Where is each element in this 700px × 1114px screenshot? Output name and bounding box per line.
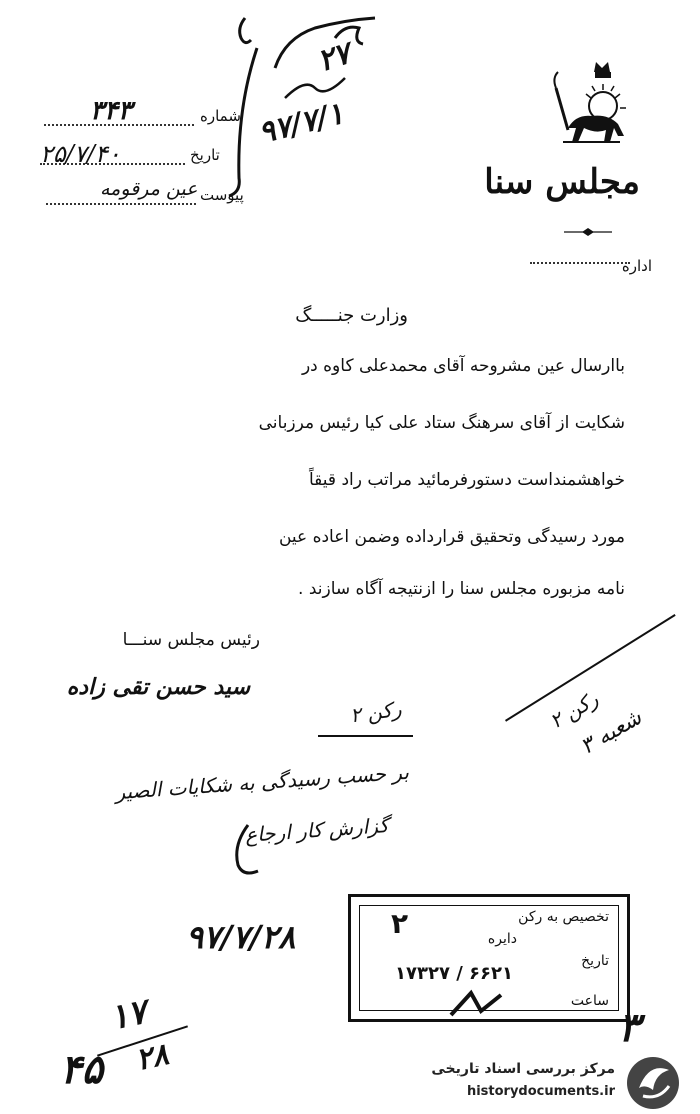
attachment-dotline [46, 203, 196, 205]
department-label: اداره [621, 257, 652, 275]
bottom-number-right: ۳ [618, 1004, 640, 1051]
annotation-right-2: رکن ۲ [545, 686, 603, 734]
annotation-hook-scribble [228, 820, 268, 880]
letter-line-4: مورد رسیدگی وتحقیق قرارداده وضمن اعاده عین [278, 527, 625, 547]
date-value: ۲۵/۷/۴۰ [40, 140, 121, 168]
annotation-underline [318, 735, 413, 737]
watermark-text: مرکز بررسی اسناد تاریخی [431, 1061, 615, 1077]
addressee: وزارت جنـــــگ [295, 305, 408, 326]
stamp-signature-scribble [447, 985, 507, 1021]
department-dotline [530, 262, 630, 264]
stamp-date-label: تاریخ [581, 953, 609, 969]
letter-line-2: شکایت از آقای سرهنگ ستاد علی کیا رئیس مرزبانی [258, 413, 625, 433]
bottom-number-c: ۴۵ [60, 1046, 103, 1093]
watermark-url[interactable]: historydocuments.ir [466, 1084, 615, 1099]
number-value: ۳۴۳ [90, 96, 132, 126]
top-margin-scribble [215, 8, 385, 198]
annotation-right-1: شعبه ۳ [576, 705, 647, 760]
annotation-second: گزارش کار ارجاع [244, 813, 390, 847]
number-label: شماره [200, 107, 241, 125]
registration-stamp [348, 894, 630, 1022]
date-label: تاریخ [190, 146, 220, 164]
institution-title: مجلس سنا [484, 162, 640, 202]
annotation-main: بر حسب رسیدگی به شکایات الصیر [114, 759, 410, 805]
stamp-line-2: دایره [487, 931, 517, 947]
attachment-value: عین مرقومه [100, 178, 198, 200]
top-right-number: ۲۷ [313, 35, 355, 80]
bottom-number-b: ۲۸ [132, 1037, 172, 1078]
stamp-line-1: تخصیص به رکن [518, 909, 609, 925]
letter-line-1: باارسال عین مشروحه آقای محمدعلی کاوه در [301, 356, 625, 376]
stamp-line-1-value: ۲ [391, 907, 409, 940]
annotation-short: رکن ۲ [348, 696, 403, 728]
letter-line-3: خواهشمنداست دستورفرمائید مراتب راد قیقاً [309, 470, 625, 490]
top-right-date: ۹۷/۷/۱ [255, 96, 348, 151]
annotation-date: ۹۷/۷/۲۸ [186, 918, 296, 956]
bottom-number-a: ۱۷ [106, 991, 151, 1039]
signatory-title: رئیس مجلس سنـــا [122, 630, 260, 650]
attachment-label: پیوست [200, 186, 244, 204]
signatory-signature: سید حسن تقی زاده [66, 674, 250, 700]
archive-logo-icon [623, 1054, 683, 1112]
divider-ornament-icon [564, 228, 612, 236]
letter-line-5: نامه مزبوره مجلس سنا را ازنتیجه آگاه سازند . [298, 579, 625, 599]
stamp-signature-label: ساعت [570, 993, 609, 1009]
stamp-number-value: ۱۷۳۲۷ / ۶۶۲۱ [395, 963, 513, 984]
lion-and-sun-emblem-icon [548, 58, 638, 158]
